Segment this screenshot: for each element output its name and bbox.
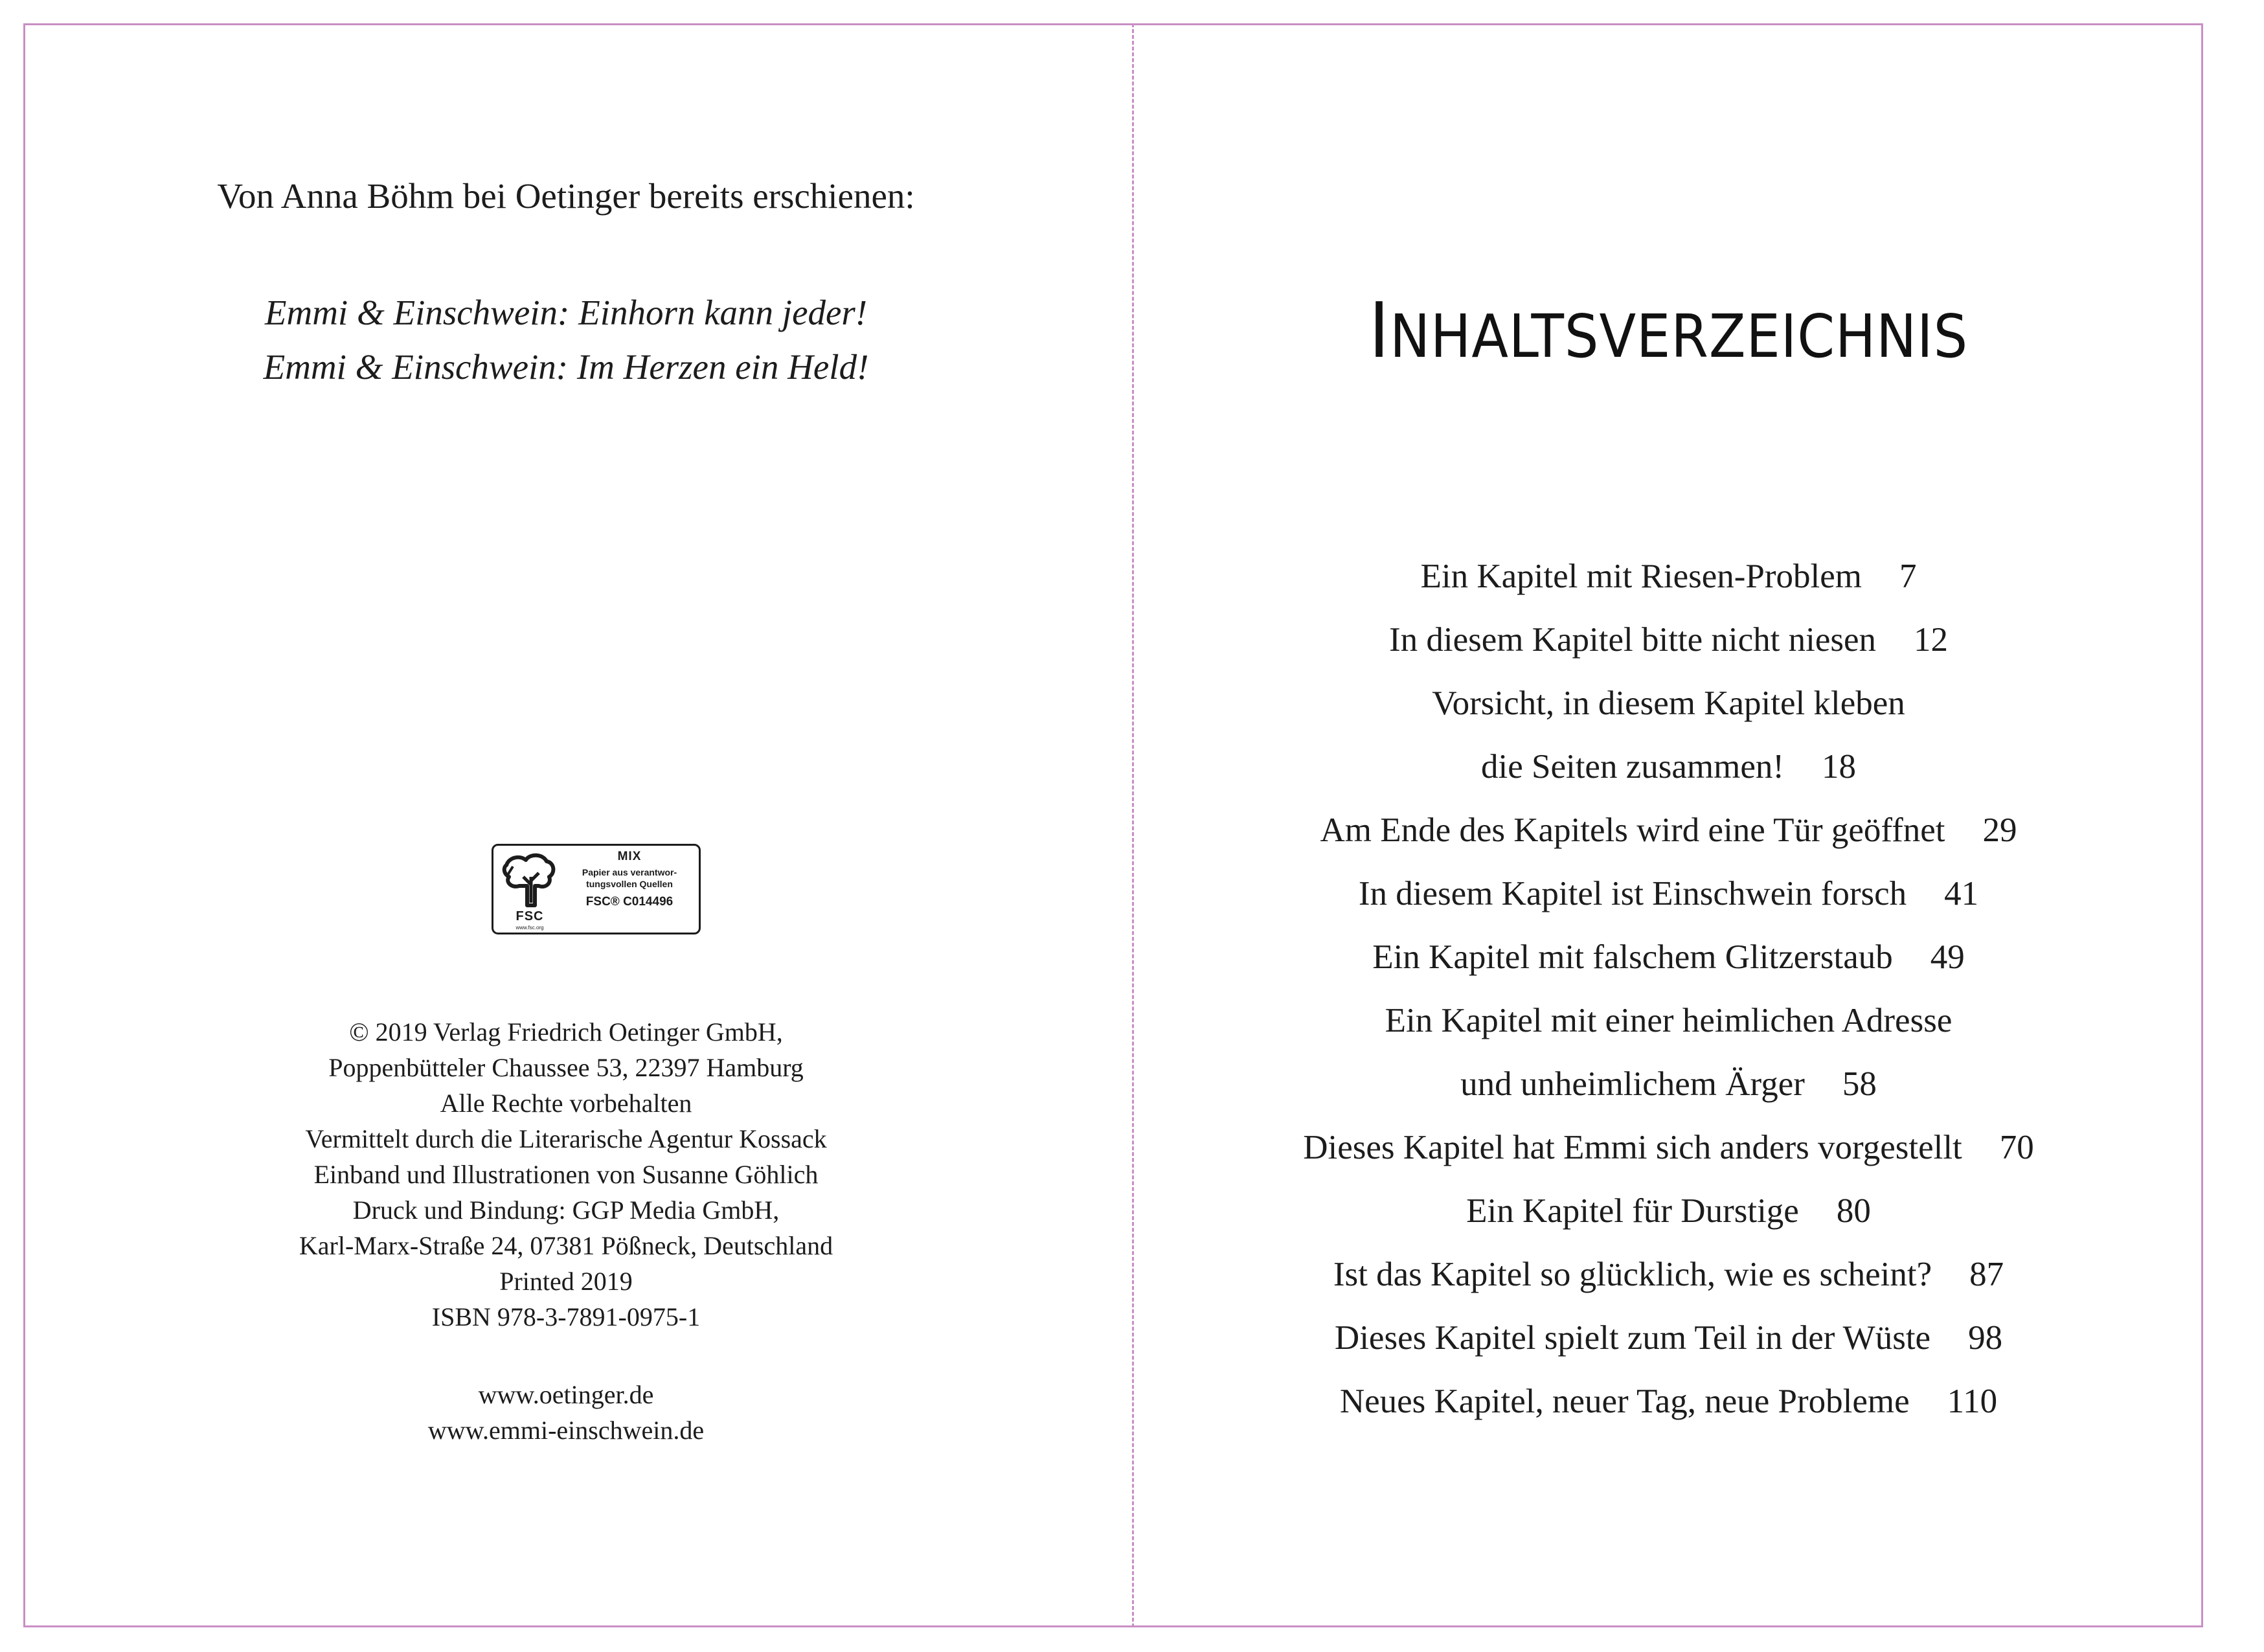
toc-entry-page: 7: [1899, 558, 1917, 595]
fsc-mix: MIX: [617, 850, 642, 863]
toc-entry-page: 58: [1842, 1065, 1877, 1103]
toc-entry-title: Dieses Kapitel hat Emmi sich anders vorgestellt: [1303, 1129, 1962, 1166]
toc-entry-page: 18: [1822, 748, 1857, 786]
fsc-description-line: Papier aus verantwor-: [582, 867, 677, 877]
toc-entry: [1134, 735, 2203, 798]
toc-entry: [1134, 545, 2203, 608]
imprint-line: Poppenbütteler Chaussee 53, 22397 Hamburg: [328, 1053, 804, 1082]
left-page: [23, 23, 1132, 1627]
books-heading: Von Anna Böhm bei Oetinger bereits erschienen:: [217, 176, 915, 216]
toc-entry-title: und unheimlichem Ärger: [1460, 1065, 1805, 1103]
toc-entry-page: 80: [1836, 1192, 1871, 1230]
fsc-abbreviation: FSC: [515, 909, 544, 923]
fsc-description-line: tungsvollen Quellen: [586, 879, 673, 889]
fsc-description: [565, 866, 694, 890]
toc-entry-title: Ein Kapitel für Durstige: [1466, 1192, 1799, 1230]
toc-entry-page: 49: [1930, 938, 1965, 976]
toc-entry: [1134, 862, 2203, 925]
imprint-line: Einband und Illustrationen von Susanne Göhlich: [313, 1160, 819, 1189]
toc-entry: [1134, 1306, 2203, 1370]
toc-entry-page: 70: [1999, 1129, 2034, 1166]
imprint-line: Printed 2019: [499, 1267, 633, 1296]
publisher-urls: [0, 1377, 1132, 1448]
toc-entry-title: Ein Kapitel mit Riesen-Problem: [1420, 558, 1862, 595]
url-link[interactable]: www.oetinger.de: [478, 1380, 654, 1409]
toc-entry: [1134, 989, 2203, 1052]
toc-entry: [1134, 672, 2203, 735]
toc-entry-page: 87: [1969, 1256, 2004, 1293]
toc-title-rest: NHALTSVERZEICHNIS: [1390, 302, 1969, 371]
toc-entry-page: 41: [1944, 875, 1979, 912]
toc-entry: [1134, 798, 2203, 862]
toc-entry-title: In diesem Kapitel ist Einschwein forsch: [1358, 875, 1907, 912]
imprint: [0, 1014, 1132, 1335]
fsc-text-block: [565, 850, 694, 909]
fsc-website: www.fsc.org: [515, 925, 544, 931]
toc-entry-title: Neues Kapitel, neuer Tag, neue Probleme: [1339, 1383, 1910, 1420]
toc-entry-title: Am Ende des Kapitels wird eine Tür geöffnet: [1320, 811, 1945, 849]
toc-entry: [1134, 1052, 2203, 1116]
toc-title-initial: I: [1368, 286, 1390, 375]
imprint-line: Vermittelt durch die Literarische Agentur Kossack: [305, 1124, 827, 1153]
toc-entry-page: 29: [1982, 811, 2017, 849]
toc-entry: [1134, 1116, 2203, 1179]
toc-entry-page: 98: [1968, 1319, 2003, 1357]
toc-entry-page: 12: [1914, 621, 1949, 659]
imprint-line: Alle Rechte vorbehalten: [440, 1089, 692, 1118]
fsc-code: FSC® C014496: [585, 895, 674, 909]
imprint-line: © 2019 Verlag Friedrich Oetinger GmbH,: [349, 1017, 783, 1047]
toc-entry: [1134, 1243, 2203, 1306]
book-title: Emmi & Einschwein: Einhorn kann jeder!: [264, 293, 868, 332]
fsc-label: [492, 844, 701, 934]
toc-entry-title: Dieses Kapitel spielt zum Teil in der Wüste: [1334, 1319, 1931, 1357]
right-page: [1134, 23, 2203, 1627]
book-title: Emmi & Einschwein: Im Herzen ein Held!: [263, 347, 869, 387]
imprint-line: ISBN 978-3-7891-0975-1: [431, 1302, 701, 1331]
toc-entry-title: Vorsicht, in diesem Kapitel kleben: [1432, 685, 1905, 722]
url-link[interactable]: www.emmi-einschwein.de: [427, 1416, 705, 1445]
imprint-line: Druck und Bindung: GGP Media GmbH,: [352, 1195, 780, 1225]
toc-title: [1134, 286, 2203, 375]
toc-entry-title: die Seiten zusammen!: [1480, 748, 1785, 786]
toc-entry-page: 110: [1947, 1383, 1998, 1420]
toc-list: [1134, 545, 2203, 1433]
toc-entry-title: Ist das Kapitel so glücklich, wie es scheint?: [1333, 1256, 1932, 1293]
toc-entry-title: Ein Kapitel mit falschem Glitzerstaub: [1372, 938, 1893, 976]
imprint-line: Karl-Marx-Straße 24, 07381 Pößneck, Deutschland: [299, 1231, 833, 1260]
toc-entry-title: In diesem Kapitel bitte nicht niesen: [1388, 621, 1877, 659]
books-list: [0, 286, 1132, 394]
toc-entry: [1134, 1370, 2203, 1433]
toc-entry: [1134, 608, 2203, 672]
toc-entry: [1134, 925, 2203, 989]
toc-entry: [1134, 1179, 2203, 1243]
toc-entry-title: Ein Kapitel mit einer heimlichen Adresse: [1385, 1002, 1953, 1039]
